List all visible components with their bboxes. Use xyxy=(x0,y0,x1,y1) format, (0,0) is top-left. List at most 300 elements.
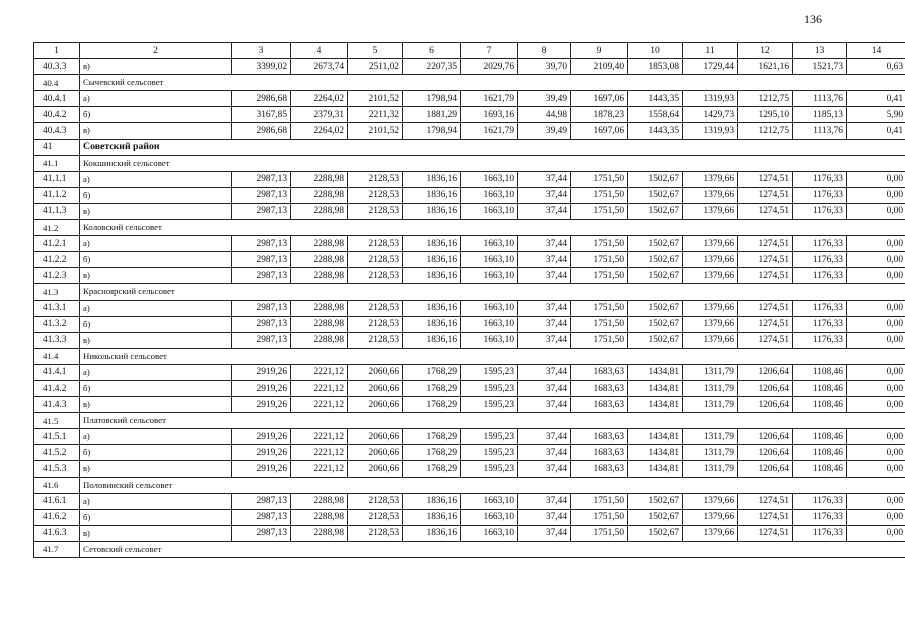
value-cell: 1443,35 xyxy=(628,123,683,139)
value-cell: 1663,10 xyxy=(461,525,518,541)
value-cell: 1108,46 xyxy=(793,364,847,380)
value-cell: 2128,53 xyxy=(348,493,403,509)
value-cell: 1206,64 xyxy=(738,461,793,477)
value-cell: 1274,51 xyxy=(738,171,793,187)
column-header: 11 xyxy=(683,43,738,59)
value-cell: 1176,33 xyxy=(793,236,847,252)
table-row xyxy=(34,364,905,380)
value-cell: 1751,50 xyxy=(571,300,628,316)
value-cell: 2264,02 xyxy=(291,91,348,107)
value-cell: 3399,02 xyxy=(232,59,291,75)
value-cell: 0,00 xyxy=(847,236,905,252)
value-cell: 2128,53 xyxy=(348,509,403,525)
value-cell: 1751,50 xyxy=(571,332,628,348)
value-cell: 0,00 xyxy=(847,461,905,477)
row-code: 41.3.2 xyxy=(34,316,80,332)
row-label: а) xyxy=(80,364,232,380)
column-header: 6 xyxy=(403,43,461,59)
value-cell: 2919,26 xyxy=(232,429,291,445)
row-code: 41.5.3 xyxy=(34,461,80,477)
row-label: а) xyxy=(80,91,232,107)
value-cell: 1443,35 xyxy=(628,91,683,107)
value-cell: 1663,10 xyxy=(461,203,518,219)
section-title: Никольский сельсовет xyxy=(80,348,905,364)
value-cell: 2101,52 xyxy=(348,123,403,139)
row-code: 41.1.1 xyxy=(34,171,80,187)
column-header: 12 xyxy=(738,43,793,59)
column-header: 8 xyxy=(518,43,571,59)
value-cell: 1176,33 xyxy=(793,493,847,509)
value-cell: 1502,67 xyxy=(628,171,683,187)
value-cell: 1693,16 xyxy=(461,107,518,123)
value-cell: 1206,64 xyxy=(738,445,793,461)
section-row xyxy=(34,477,905,493)
value-cell: 1311,79 xyxy=(683,364,738,380)
value-cell: 2060,66 xyxy=(348,364,403,380)
value-cell: 1379,66 xyxy=(683,316,738,332)
value-cell: 2221,12 xyxy=(291,461,348,477)
value-cell: 1836,16 xyxy=(403,203,461,219)
column-header-row xyxy=(34,43,905,59)
value-cell: 2288,98 xyxy=(291,493,348,509)
value-cell: 1274,51 xyxy=(738,203,793,219)
table-row xyxy=(34,187,905,203)
value-cell: 2288,98 xyxy=(291,525,348,541)
value-cell: 0,00 xyxy=(847,493,905,509)
row-label: б) xyxy=(80,316,232,332)
table-row xyxy=(34,316,905,332)
table-row xyxy=(34,509,905,525)
value-cell: 37,44 xyxy=(518,332,571,348)
value-cell: 1176,33 xyxy=(793,171,847,187)
value-cell: 0,41 xyxy=(847,123,905,139)
value-cell: 2987,13 xyxy=(232,493,291,509)
section-title: Сычевский сельсовет xyxy=(80,75,905,91)
value-cell: 1836,16 xyxy=(403,300,461,316)
value-cell: 1176,33 xyxy=(793,509,847,525)
value-cell: 1434,81 xyxy=(628,461,683,477)
row-label: в) xyxy=(80,203,232,219)
value-cell: 1212,75 xyxy=(738,91,793,107)
value-cell: 2919,26 xyxy=(232,461,291,477)
value-cell: 1836,16 xyxy=(403,268,461,284)
row-code: 41.2.2 xyxy=(34,252,80,268)
value-cell: 2288,98 xyxy=(291,509,348,525)
value-cell: 1206,64 xyxy=(738,380,793,396)
value-cell: 37,44 xyxy=(518,171,571,187)
table-row xyxy=(34,445,905,461)
value-cell: 39,49 xyxy=(518,91,571,107)
value-cell: 0,41 xyxy=(847,91,905,107)
column-header: 14 xyxy=(847,43,905,59)
value-cell: 1502,67 xyxy=(628,300,683,316)
value-cell: 1108,46 xyxy=(793,380,847,396)
value-cell: 1108,46 xyxy=(793,429,847,445)
value-cell: 0,00 xyxy=(847,364,905,380)
row-code: 41.2.3 xyxy=(34,268,80,284)
value-cell: 1798,94 xyxy=(403,91,461,107)
value-cell: 1311,79 xyxy=(683,445,738,461)
value-cell: 1768,29 xyxy=(403,445,461,461)
value-cell: 1379,66 xyxy=(683,300,738,316)
row-label: в) xyxy=(80,397,232,413)
value-cell: 1311,79 xyxy=(683,380,738,396)
value-cell: 2919,26 xyxy=(232,364,291,380)
value-cell: 1751,50 xyxy=(571,268,628,284)
value-cell: 1185,13 xyxy=(793,107,847,123)
value-cell: 44,98 xyxy=(518,107,571,123)
value-cell: 37,44 xyxy=(518,397,571,413)
value-cell: 2987,13 xyxy=(232,300,291,316)
value-cell: 0,00 xyxy=(847,509,905,525)
row-code: 41.5.1 xyxy=(34,429,80,445)
value-cell: 2128,53 xyxy=(348,236,403,252)
value-cell: 1176,33 xyxy=(793,300,847,316)
value-cell: 1295,10 xyxy=(738,107,793,123)
value-cell: 1595,23 xyxy=(461,445,518,461)
column-header: 4 xyxy=(291,43,348,59)
value-cell: 2987,13 xyxy=(232,236,291,252)
table-row xyxy=(34,203,905,219)
row-label: б) xyxy=(80,380,232,396)
row-label: б) xyxy=(80,187,232,203)
value-cell: 1878,23 xyxy=(571,107,628,123)
value-cell: 2288,98 xyxy=(291,252,348,268)
section-row xyxy=(34,220,905,236)
value-cell: 1768,29 xyxy=(403,380,461,396)
value-cell: 3167,85 xyxy=(232,107,291,123)
value-cell: 2221,12 xyxy=(291,364,348,380)
table-row xyxy=(34,493,905,509)
value-cell: 1176,33 xyxy=(793,268,847,284)
value-cell: 2288,98 xyxy=(291,187,348,203)
value-cell: 1434,81 xyxy=(628,445,683,461)
value-cell: 1434,81 xyxy=(628,429,683,445)
value-cell: 1836,16 xyxy=(403,316,461,332)
column-header: 9 xyxy=(571,43,628,59)
value-cell: 1663,10 xyxy=(461,509,518,525)
value-cell: 1379,66 xyxy=(683,236,738,252)
value-cell: 1836,16 xyxy=(403,252,461,268)
value-cell: 2221,12 xyxy=(291,380,348,396)
value-cell: 37,44 xyxy=(518,268,571,284)
value-cell: 2288,98 xyxy=(291,171,348,187)
value-cell: 2060,66 xyxy=(348,461,403,477)
region-row xyxy=(34,139,905,155)
value-cell: 1663,10 xyxy=(461,187,518,203)
value-cell: 1663,10 xyxy=(461,332,518,348)
value-cell: 1595,23 xyxy=(461,461,518,477)
value-cell: 1836,16 xyxy=(403,509,461,525)
value-cell: 1379,66 xyxy=(683,171,738,187)
row-code: 41.6.2 xyxy=(34,509,80,525)
row-code: 41.2.1 xyxy=(34,236,80,252)
value-cell: 1206,64 xyxy=(738,429,793,445)
value-cell: 2987,13 xyxy=(232,316,291,332)
value-cell: 1768,29 xyxy=(403,429,461,445)
value-cell: 1206,64 xyxy=(738,397,793,413)
value-cell: 2919,26 xyxy=(232,380,291,396)
row-label: в) xyxy=(80,123,232,139)
value-cell: 1434,81 xyxy=(628,380,683,396)
value-cell: 39,70 xyxy=(518,59,571,75)
section-row xyxy=(34,413,905,429)
value-cell: 2987,13 xyxy=(232,509,291,525)
value-cell: 1683,63 xyxy=(571,429,628,445)
row-label: в) xyxy=(80,268,232,284)
table-row xyxy=(34,332,905,348)
value-cell: 1836,16 xyxy=(403,187,461,203)
value-cell: 1379,66 xyxy=(683,252,738,268)
row-code: 41.6.3 xyxy=(34,525,80,541)
value-cell: 1434,81 xyxy=(628,364,683,380)
value-cell: 1683,63 xyxy=(571,461,628,477)
value-cell: 1663,10 xyxy=(461,171,518,187)
value-cell: 37,44 xyxy=(518,380,571,396)
value-cell: 37,44 xyxy=(518,187,571,203)
row-code: 41 xyxy=(34,139,80,155)
value-cell: 2919,26 xyxy=(232,445,291,461)
value-cell: 2128,53 xyxy=(348,300,403,316)
value-cell: 37,44 xyxy=(518,493,571,509)
value-cell: 1663,10 xyxy=(461,252,518,268)
value-cell: 2128,53 xyxy=(348,187,403,203)
value-cell: 2060,66 xyxy=(348,445,403,461)
value-cell: 1751,50 xyxy=(571,187,628,203)
value-cell: 1113,76 xyxy=(793,91,847,107)
value-cell: 1751,50 xyxy=(571,236,628,252)
section-row xyxy=(34,155,905,171)
value-cell: 1379,66 xyxy=(683,509,738,525)
column-header: 1 xyxy=(34,43,80,59)
value-cell: 1798,94 xyxy=(403,123,461,139)
value-cell: 1621,16 xyxy=(738,59,793,75)
value-cell: 37,44 xyxy=(518,429,571,445)
column-header: 7 xyxy=(461,43,518,59)
value-cell: 1663,10 xyxy=(461,316,518,332)
value-cell: 1502,67 xyxy=(628,236,683,252)
value-cell: 2288,98 xyxy=(291,332,348,348)
value-cell: 2987,13 xyxy=(232,252,291,268)
value-cell: 1502,67 xyxy=(628,509,683,525)
value-cell: 0,63 xyxy=(847,59,905,75)
value-cell: 0,00 xyxy=(847,268,905,284)
value-cell: 2128,53 xyxy=(348,171,403,187)
value-cell: 1595,23 xyxy=(461,364,518,380)
value-cell: 1274,51 xyxy=(738,316,793,332)
value-cell: 37,44 xyxy=(518,509,571,525)
value-cell: 39,49 xyxy=(518,123,571,139)
value-cell: 1751,50 xyxy=(571,203,628,219)
table-row xyxy=(34,300,905,316)
value-cell: 1751,50 xyxy=(571,316,628,332)
page-number: 136 xyxy=(804,12,822,26)
table-row xyxy=(34,380,905,396)
value-cell: 1502,67 xyxy=(628,252,683,268)
value-cell: 1663,10 xyxy=(461,300,518,316)
value-cell: 37,44 xyxy=(518,461,571,477)
value-cell: 1836,16 xyxy=(403,171,461,187)
value-cell: 1836,16 xyxy=(403,236,461,252)
row-code: 40.3.3 xyxy=(34,59,80,75)
section-title: Половинский сельсовет xyxy=(80,477,905,493)
value-cell: 2128,53 xyxy=(348,203,403,219)
value-cell: 2987,13 xyxy=(232,203,291,219)
row-code: 41.1.3 xyxy=(34,203,80,219)
value-cell: 1768,29 xyxy=(403,364,461,380)
value-cell: 0,00 xyxy=(847,397,905,413)
table-row xyxy=(34,252,905,268)
value-cell: 2288,98 xyxy=(291,316,348,332)
value-cell: 2379,31 xyxy=(291,107,348,123)
value-cell: 1274,51 xyxy=(738,187,793,203)
value-cell: 1621,79 xyxy=(461,123,518,139)
value-cell: 1729,44 xyxy=(683,59,738,75)
value-cell: 2207,35 xyxy=(403,59,461,75)
value-cell: 2987,13 xyxy=(232,171,291,187)
value-cell: 0,00 xyxy=(847,332,905,348)
value-cell: 1212,75 xyxy=(738,123,793,139)
value-cell: 2986,68 xyxy=(232,123,291,139)
value-cell: 1429,73 xyxy=(683,107,738,123)
row-code: 41.7 xyxy=(34,541,80,557)
value-cell: 2221,12 xyxy=(291,445,348,461)
table-row xyxy=(34,91,905,107)
value-cell: 1176,33 xyxy=(793,187,847,203)
table-row xyxy=(34,123,905,139)
section-title: Коловский сельсовет xyxy=(80,220,905,236)
value-cell: 2221,12 xyxy=(291,397,348,413)
row-code: 41.1 xyxy=(34,155,80,171)
row-label: б) xyxy=(80,509,232,525)
value-cell: 1663,10 xyxy=(461,268,518,284)
value-cell: 1113,76 xyxy=(793,123,847,139)
section-row xyxy=(34,284,905,300)
value-cell: 2060,66 xyxy=(348,429,403,445)
value-cell: 1595,23 xyxy=(461,429,518,445)
value-cell: 1379,66 xyxy=(683,187,738,203)
value-cell: 0,00 xyxy=(847,445,905,461)
value-cell: 2987,13 xyxy=(232,525,291,541)
value-cell: 1502,67 xyxy=(628,493,683,509)
value-cell: 1108,46 xyxy=(793,445,847,461)
value-cell: 2221,12 xyxy=(291,429,348,445)
table-row xyxy=(34,171,905,187)
row-code: 41.4.3 xyxy=(34,397,80,413)
row-code: 41.5 xyxy=(34,413,80,429)
row-code: 40.4 xyxy=(34,75,80,91)
value-cell: 0,00 xyxy=(847,187,905,203)
value-cell: 1108,46 xyxy=(793,397,847,413)
value-cell: 1176,33 xyxy=(793,332,847,348)
value-cell: 1881,29 xyxy=(403,107,461,123)
column-header: 5 xyxy=(348,43,403,59)
section-row xyxy=(34,75,905,91)
value-cell: 37,44 xyxy=(518,445,571,461)
row-code: 41.4.1 xyxy=(34,364,80,380)
value-cell: 1502,67 xyxy=(628,525,683,541)
value-cell: 1768,29 xyxy=(403,397,461,413)
value-cell: 1274,51 xyxy=(738,300,793,316)
row-label: а) xyxy=(80,429,232,445)
table-row xyxy=(34,461,905,477)
row-label: в) xyxy=(80,461,232,477)
value-cell: 2128,53 xyxy=(348,268,403,284)
value-cell: 1108,46 xyxy=(793,461,847,477)
value-cell: 2673,74 xyxy=(291,59,348,75)
value-cell: 2211,32 xyxy=(348,107,403,123)
value-cell: 37,44 xyxy=(518,252,571,268)
row-code: 41.6.1 xyxy=(34,493,80,509)
tariff-table xyxy=(33,42,905,558)
value-cell: 1379,66 xyxy=(683,332,738,348)
value-cell: 1379,66 xyxy=(683,268,738,284)
value-cell: 2060,66 xyxy=(348,397,403,413)
row-label: а) xyxy=(80,300,232,316)
table-row xyxy=(34,525,905,541)
value-cell: 1836,16 xyxy=(403,525,461,541)
value-cell: 1595,23 xyxy=(461,397,518,413)
section-row xyxy=(34,348,905,364)
value-cell: 1836,16 xyxy=(403,493,461,509)
value-cell: 1751,50 xyxy=(571,509,628,525)
value-cell: 5,90 xyxy=(847,107,905,123)
value-cell: 2987,13 xyxy=(232,187,291,203)
value-cell: 1768,29 xyxy=(403,461,461,477)
value-cell: 1751,50 xyxy=(571,171,628,187)
value-cell: 2288,98 xyxy=(291,203,348,219)
row-label: б) xyxy=(80,252,232,268)
value-cell: 1502,67 xyxy=(628,187,683,203)
row-code: 40.4.2 xyxy=(34,107,80,123)
value-cell: 2288,98 xyxy=(291,268,348,284)
region-title: Советский район xyxy=(80,139,905,155)
table-row xyxy=(34,429,905,445)
section-title: Красноярский сельсовет xyxy=(80,284,905,300)
value-cell: 1434,81 xyxy=(628,397,683,413)
value-cell: 1206,64 xyxy=(738,364,793,380)
value-cell: 2109,40 xyxy=(571,59,628,75)
row-label: в) xyxy=(80,59,232,75)
value-cell: 1274,51 xyxy=(738,268,793,284)
value-cell: 1836,16 xyxy=(403,332,461,348)
value-cell: 0,00 xyxy=(847,525,905,541)
value-cell: 1558,64 xyxy=(628,107,683,123)
value-cell: 0,00 xyxy=(847,429,905,445)
value-cell: 1751,50 xyxy=(571,252,628,268)
value-cell: 1502,67 xyxy=(628,268,683,284)
value-cell: 2101,52 xyxy=(348,91,403,107)
value-cell: 1751,50 xyxy=(571,525,628,541)
section-row xyxy=(34,541,905,557)
row-code: 41.5.2 xyxy=(34,445,80,461)
table-row xyxy=(34,107,905,123)
value-cell: 1274,51 xyxy=(738,493,793,509)
row-code: 41.4.2 xyxy=(34,380,80,396)
value-cell: 37,44 xyxy=(518,316,571,332)
value-cell: 2511,02 xyxy=(348,59,403,75)
value-cell: 1595,23 xyxy=(461,380,518,396)
value-cell: 0,00 xyxy=(847,316,905,332)
value-cell: 2288,98 xyxy=(291,300,348,316)
value-cell: 2986,68 xyxy=(232,91,291,107)
row-code: 41.4 xyxy=(34,348,80,364)
value-cell: 1319,93 xyxy=(683,123,738,139)
table-body xyxy=(34,43,905,558)
value-cell: 2029,76 xyxy=(461,59,518,75)
value-cell: 1176,33 xyxy=(793,203,847,219)
value-cell: 1521,73 xyxy=(793,59,847,75)
